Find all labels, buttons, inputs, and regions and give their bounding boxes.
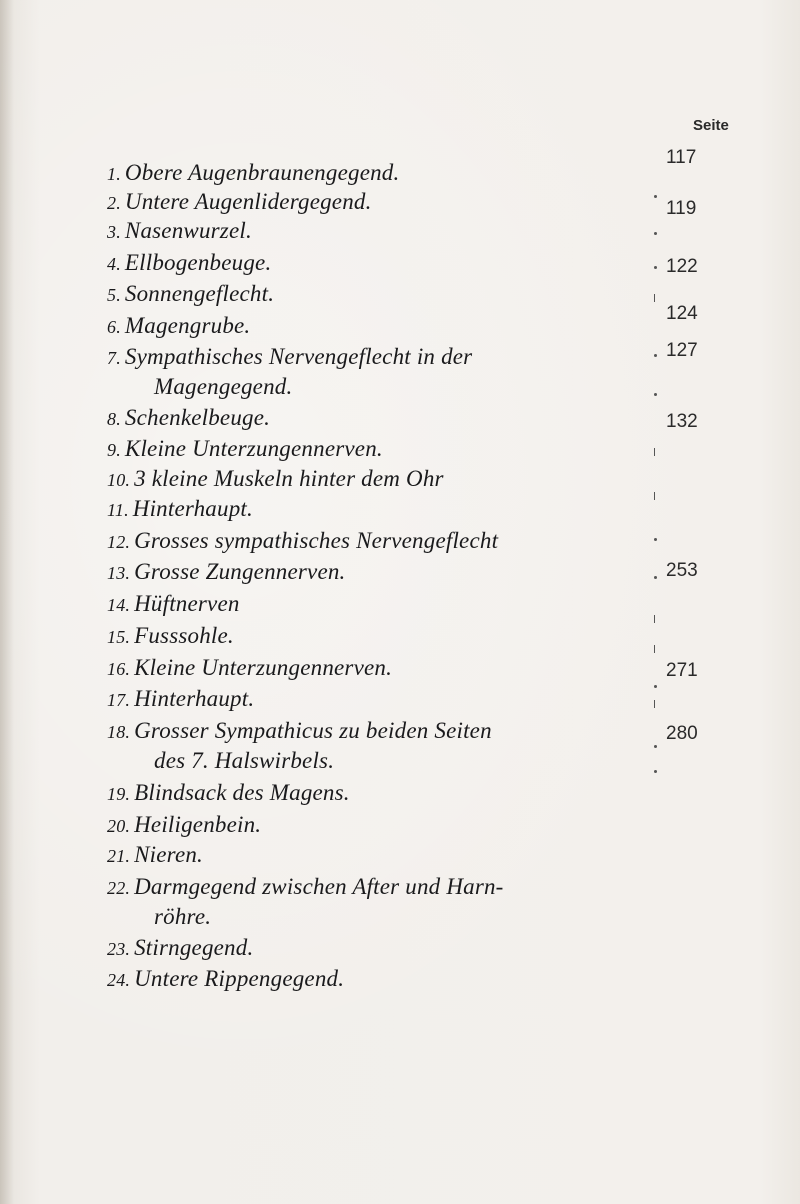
list-item-continuation — [150, 374, 292, 400]
item-text: Untere Rippengegend. — [134, 966, 345, 991]
item-text: Stirngegend. — [134, 935, 254, 960]
item-text: Hinterhaupt. — [132, 496, 253, 521]
item-number: 5. — [107, 285, 121, 305]
leader-dot — [654, 354, 657, 357]
leader-dot — [654, 576, 657, 579]
item-number: 11. — [107, 500, 129, 520]
item-text: Schenkelbeuge. — [124, 405, 271, 430]
item-number: 4. — [107, 254, 121, 274]
leader-tick — [654, 294, 655, 302]
item-text: Nasenwurzel. — [124, 218, 252, 243]
leader-tick — [654, 448, 655, 456]
page-number: 280 — [666, 723, 698, 744]
leader-dot — [654, 232, 657, 235]
item-number: 21. — [107, 846, 131, 866]
list-item — [107, 623, 234, 650]
item-text: Nieren. — [134, 842, 204, 867]
list-item-continuation — [150, 904, 211, 930]
item-text: röhre. — [154, 904, 212, 929]
item-number: 8. — [107, 409, 121, 429]
list-item — [107, 686, 254, 713]
item-text: 3 kleine Muskeln hinter dem Ohr — [134, 466, 444, 491]
page-number: 124 — [666, 303, 698, 324]
item-text: des 7. Halswirbels. — [154, 748, 335, 773]
item-number: 19. — [107, 784, 131, 804]
item-number: 24. — [107, 970, 131, 990]
item-text: Blindsack des Magens. — [134, 780, 350, 805]
item-text: Untere Augenlidergegend. — [124, 189, 372, 214]
leader-tick — [654, 492, 655, 500]
item-number: 7. — [107, 348, 121, 368]
list-item — [107, 718, 492, 745]
page-number: 132 — [666, 411, 698, 432]
item-text: Darmgegend zwischen After und Harn- — [134, 874, 504, 899]
item-text: Grosse Zungennerven. — [134, 559, 346, 584]
item-text: Grosser Sympathicus zu beiden Seiten — [134, 718, 492, 743]
leader-tick — [654, 615, 655, 623]
page-number: 271 — [666, 660, 698, 681]
leader-dot — [654, 393, 657, 396]
item-text: Sonnengeflecht. — [124, 281, 275, 306]
item-number: 10. — [107, 470, 131, 490]
item-text: Magengrube. — [124, 313, 251, 338]
list-item — [107, 812, 261, 839]
list-item — [107, 313, 250, 340]
page-number: 117 — [666, 147, 697, 168]
item-number: 18. — [107, 722, 131, 742]
item-text: Ellbogenbeuge. — [124, 250, 272, 275]
list-item-continuation — [150, 748, 334, 774]
list-item — [107, 780, 350, 807]
item-text: Magengegend. — [154, 374, 293, 399]
item-text: Hinterhaupt. — [134, 686, 255, 711]
list-item — [107, 935, 253, 962]
item-number: 17. — [107, 690, 131, 710]
item-text: Obere Augenbraunengegend. — [124, 160, 400, 185]
item-number: 3. — [107, 222, 121, 242]
list-item — [107, 250, 271, 277]
page-number: 127 — [666, 340, 698, 361]
item-number: 6. — [107, 317, 121, 337]
leader-dot — [654, 685, 657, 688]
item-number: 15. — [107, 627, 131, 647]
leader-dot — [654, 745, 657, 748]
item-number: 16. — [107, 659, 131, 679]
item-number: 12. — [107, 532, 131, 552]
item-number: 2. — [107, 193, 121, 213]
list-item — [107, 344, 472, 371]
seite-header: Seite — [693, 117, 729, 134]
page-number: 122 — [666, 256, 698, 277]
list-item — [107, 189, 372, 216]
list-item — [107, 874, 504, 901]
leader-dot — [654, 266, 657, 269]
page-number: 253 — [666, 560, 698, 581]
list-item — [107, 218, 252, 245]
leader-tick — [654, 645, 655, 653]
list-item — [107, 436, 383, 463]
list-item — [107, 591, 240, 618]
item-text: Kleine Unterzungennerven. — [124, 436, 383, 461]
list-item — [107, 966, 344, 993]
item-text: Kleine Unterzungennerven. — [134, 655, 393, 680]
item-number: 22. — [107, 878, 131, 898]
item-number: 20. — [107, 816, 131, 836]
leader-dot — [654, 770, 657, 773]
binding-shadow — [0, 0, 14, 1204]
item-text: Fusssohle. — [134, 623, 234, 648]
item-number: 23. — [107, 939, 131, 959]
item-number: 9. — [107, 440, 121, 460]
list-item — [107, 160, 399, 187]
item-text: Sympathisches Nervengeflecht in der — [124, 344, 473, 369]
item-number: 14. — [107, 595, 131, 615]
item-text: Hüftnerven — [134, 591, 240, 616]
list-item — [107, 842, 203, 869]
leader-dot — [654, 538, 657, 541]
item-number: 1. — [107, 164, 121, 184]
list-item — [107, 496, 253, 523]
item-text: Grosses sympathisches Nervengeflecht — [134, 528, 499, 553]
item-number: 13. — [107, 563, 131, 583]
list-item — [107, 405, 270, 432]
list-item — [107, 559, 346, 586]
leader-dot — [654, 195, 657, 198]
leader-tick — [654, 700, 655, 708]
list-item — [107, 655, 392, 682]
page-number: 119 — [666, 198, 697, 219]
item-text: Heiligenbein. — [134, 812, 262, 837]
list-item — [107, 528, 498, 555]
list-item — [107, 281, 274, 308]
list-item — [107, 466, 444, 493]
